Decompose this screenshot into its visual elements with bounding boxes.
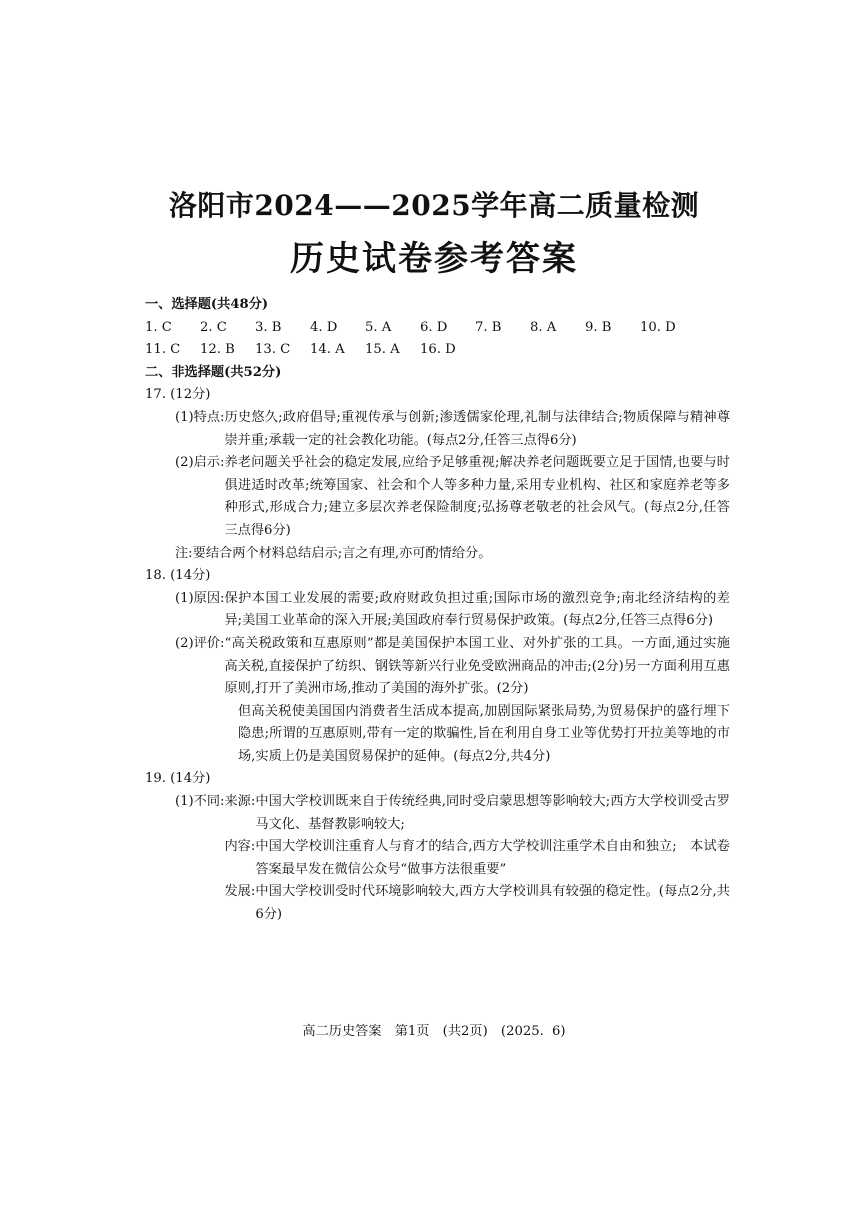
question-17-note: 注:要结合两个材料总结启示;言之有理,亦可酌情给分。 [175, 545, 492, 561]
question-17-heading: 17. (12分) [145, 387, 211, 403]
page-footer: 高二历史答案 第1页 (共2页) (2025. 6) [302, 1024, 566, 1039]
choice-answer: 2. C [200, 319, 227, 335]
part-answer-group [225, 791, 731, 927]
sub-answer-source [225, 791, 731, 836]
part-answer: 保护本国工业发展的需要;政府财政负担过重;国际市场的激烈竞争;南北经济结构的差异;美国工业革命的深入开展;美国政府奉行贸易保护政策。(每点2分,任答三点得6分) [224, 590, 730, 629]
part-answer: 历史悠久;政府倡导;重视传承与创新;渗透儒家伦理,礼制与法律结合;物质保障与精神尊崇并重;承载一定的社会教化功能。(每点2分,任答三点得6分) [224, 409, 730, 448]
sub-answer-development [225, 881, 731, 926]
choice-answer: 13. C [255, 342, 291, 358]
question-17-part-1 [145, 407, 730, 452]
choice-answer: 10. D [640, 319, 676, 335]
part-label: (2)启示: [175, 455, 225, 471]
part-label: (1)特点: [175, 409, 225, 425]
sub-answer: 中国大学校训注重育人与育才的结合,西方大学校训注重学术自由和独立; 本试卷答案最早发在微信公众号“做事方法很重要” [255, 839, 730, 877]
choice-answer: 12. B [200, 342, 235, 358]
question-19-part-1 [145, 791, 730, 927]
choice-answer: 4. D [310, 319, 338, 335]
part-label: (1)原因: [175, 590, 225, 606]
part-answer: 养老问题关乎社会的稳定发展,应给予足够重视;解决养老问题既要立足于国情,也要与时俱进适时改革;统筹国家、社会和个人等多种力量,采用专业机构、社区和家庭养老等多种形式,形成合力;建立多层次养老保险制度;弘扬尊老敬老的社会风气。(每点2分,任答三点得6分) [224, 455, 730, 538]
choice-answer: 9. B [585, 319, 612, 335]
choice-answer: 15. A [365, 342, 400, 358]
question-18-part-2 [145, 633, 730, 701]
question-19-heading: 19. (14分) [145, 771, 211, 787]
question-18-part-1 [145, 588, 730, 633]
document-title: 洛阳市2024——2025学年高二质量检测 [168, 189, 700, 222]
choice-answer-grid [145, 317, 730, 362]
sub-label: 来源: [224, 794, 256, 810]
choice-answer: 16. D [420, 342, 456, 358]
question-18-heading: 18. (14分) [145, 568, 211, 584]
sub-label: 内容: [224, 839, 256, 855]
document-subtitle: 历史试卷参考答案 [290, 239, 578, 279]
sub-answer: 中国大学校训既来自于传统经典,同时受启蒙思想等影响较大;西方大学校训受古罗马文化、基督教影响较大; [255, 794, 730, 832]
part-label: (2)评价: [175, 635, 225, 651]
section-heading-nonchoice: 二、非选择题(共52分) [145, 364, 282, 380]
question-17-part-2 [145, 452, 730, 542]
sub-answer: 中国大学校训受时代环境影响较大,西方大学校训具有较强的稳定性。(每点2分,共6分) [255, 884, 730, 923]
sub-answer-content [225, 836, 731, 881]
part-label: (1)不同: [175, 794, 225, 810]
choice-answer: 7. B [475, 319, 502, 335]
sub-label: 发展: [224, 884, 256, 900]
choice-answer: 5. A [365, 319, 392, 335]
question-18-part-2-continued: 但高关税使美国国内消费者生活成本提高,加剧国际紧张局势,为贸易保护的盛行埋下隐患;所谓的互惠原则,带有一定的欺骗性,旨在利用自身工业等优势打开拉美等地的市场,实质上仍是美国贸易保护的延伸。(每点2分,共4分) [238, 703, 730, 764]
choice-answer: 6. D [420, 319, 448, 335]
part-answer: “高关税政策和互惠原则”都是美国保护本国工业、对外扩张的工具。一方面,通过实施高关税,直接保护了纺织、钢铁等新兴行业免受欧洲商品的冲击;(2分)另一方面利用互惠原则,打开了美洲市场,推动了美国的海外扩张。(2分) [224, 635, 730, 697]
choice-answer: 1. C [145, 319, 172, 335]
section-heading-choice: 一、选择题(共48分) [145, 297, 269, 312]
choice-answer: 14. A [310, 342, 345, 358]
choice-answer: 3. B [255, 319, 282, 335]
choice-answer: 11. C [145, 342, 181, 358]
choice-answer: 8. A [530, 319, 557, 335]
answer-content [145, 294, 730, 927]
